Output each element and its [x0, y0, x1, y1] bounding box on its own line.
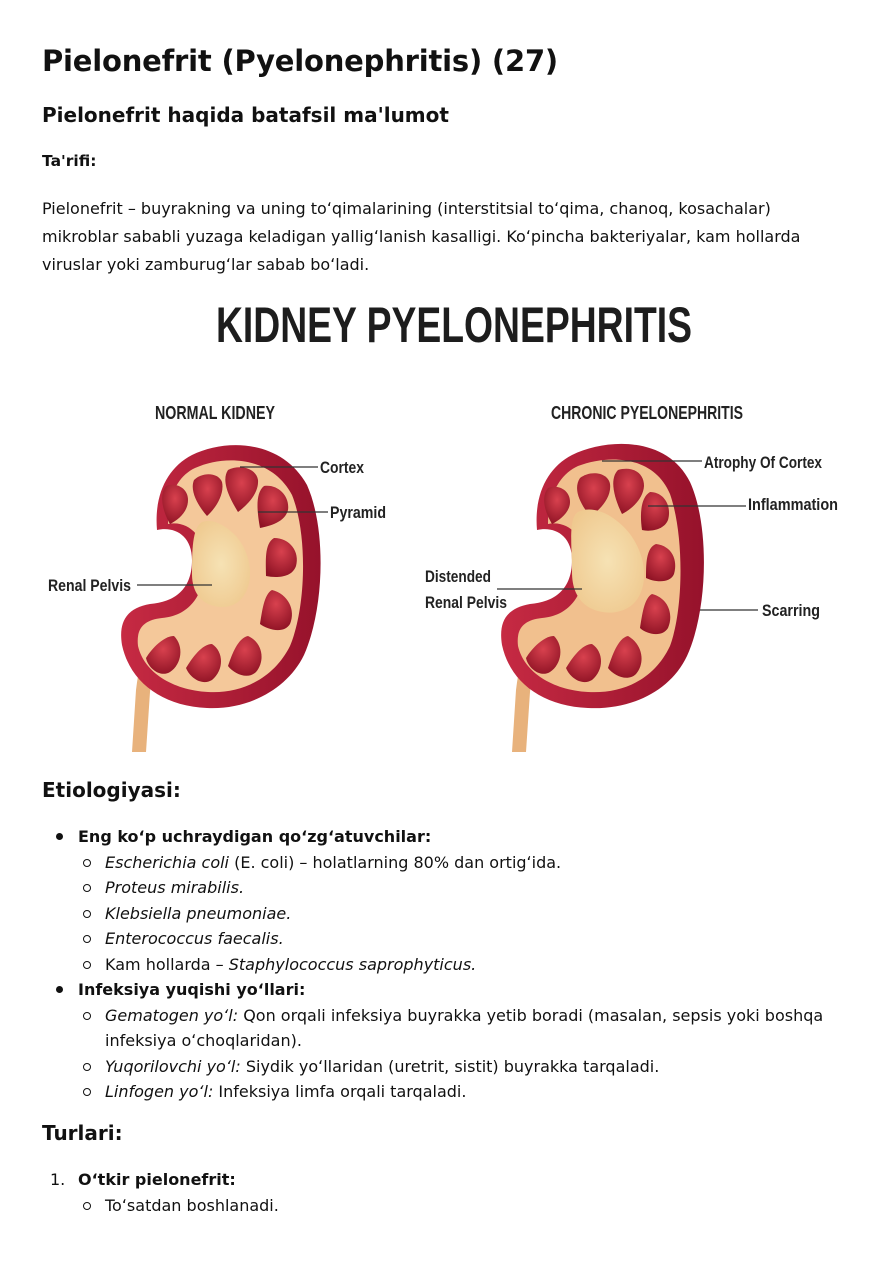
page-subtitle: Pielonefrit haqida batafsil ma'lumot: [42, 103, 449, 127]
etiology-group-routes: [42, 977, 842, 1105]
normal-kidney-title: NORMAL KIDNEY: [155, 403, 275, 423]
list-item: Toʻsatdan boshlanadi.: [78, 1193, 842, 1219]
definition-label: Ta'rifi:: [42, 152, 97, 170]
list-item: Escherichia coli (E. coli) – holatlarning 80% dan ortigʻida.: [78, 850, 842, 876]
types-heading: Turlari:: [42, 1121, 123, 1145]
label-distended: Distended: [425, 567, 491, 586]
page-title: Pielonefrit (Pyelonephritis) (27): [42, 44, 558, 78]
kidney-figure: [42, 290, 854, 760]
etiology-list: [42, 824, 842, 1105]
label-atrophy-of-cortex: Atrophy Of Cortex: [704, 453, 823, 472]
normal-kidney: [48, 403, 386, 752]
types-list: [42, 1167, 842, 1218]
etiology-group-pathogens: [42, 824, 842, 977]
list-item: Yuqorilovchi yoʻl: Siydik yoʻllaridan (uretrit, sistit) buyrakka tarqaladi.: [78, 1054, 842, 1080]
label-pyramid: Pyramid: [330, 503, 386, 522]
list-item: Proteus mirabilis.: [78, 875, 842, 901]
label-scarring: Scarring: [762, 601, 820, 620]
types-item-acute: 1. Oʻtkir pielonefrit: Toʻsatdan boshlanadi.: [42, 1167, 842, 1218]
chronic-kidney-title: CHRONIC PYELONEPHRITIS: [551, 403, 743, 423]
definition-text: Pielonefrit – buyrakning va uning toʻqimalarining (interstitsial toʻqima, chanoq, kosachalar) mikroblar sababli yuzaga keladigan yalligʻlanish kasalligi. Koʻpincha bakteriyalar, kam hollarda viruslar yoki zamburugʻlar sabab boʻladi.: [42, 199, 801, 274]
routes-title: Infeksiya yuqishi yoʻllari:: [78, 980, 306, 999]
list-item: Linfogen yoʻl: Infeksiya limfa orqali tarqaladi.: [78, 1079, 842, 1105]
kidney-illustration: [42, 290, 854, 760]
list-item: Klebsiella pneumoniae.: [78, 901, 842, 927]
pathogens-title: Eng koʻp uchraydigan qoʻzgʻatuvchilar:: [78, 827, 432, 846]
label-distended-renal-pelvis: Renal Pelvis: [425, 593, 507, 612]
types-item-title: Oʻtkir pielonefrit:: [78, 1170, 236, 1189]
figure-heading: KIDNEY PYELONEPHRITIS: [216, 297, 692, 353]
list-item: Enterococcus faecalis.: [78, 926, 842, 952]
etiology-heading: Etiologiyasi:: [42, 778, 181, 802]
list-item: Gematogen yoʻl: Qon orqali infeksiya buyrakka yetib boradi (masalan, sepsis yoki boshqa infeksiya oʻchoqlaridan).: [78, 1003, 842, 1054]
chronic-kidney: [425, 403, 838, 752]
label-cortex: Cortex: [320, 458, 365, 477]
label-renal-pelvis: Renal Pelvis: [48, 576, 131, 595]
list-item: Kam hollarda – Staphylococcus saprophyticus.: [78, 952, 842, 978]
label-inflammation: Inflammation: [748, 495, 838, 514]
